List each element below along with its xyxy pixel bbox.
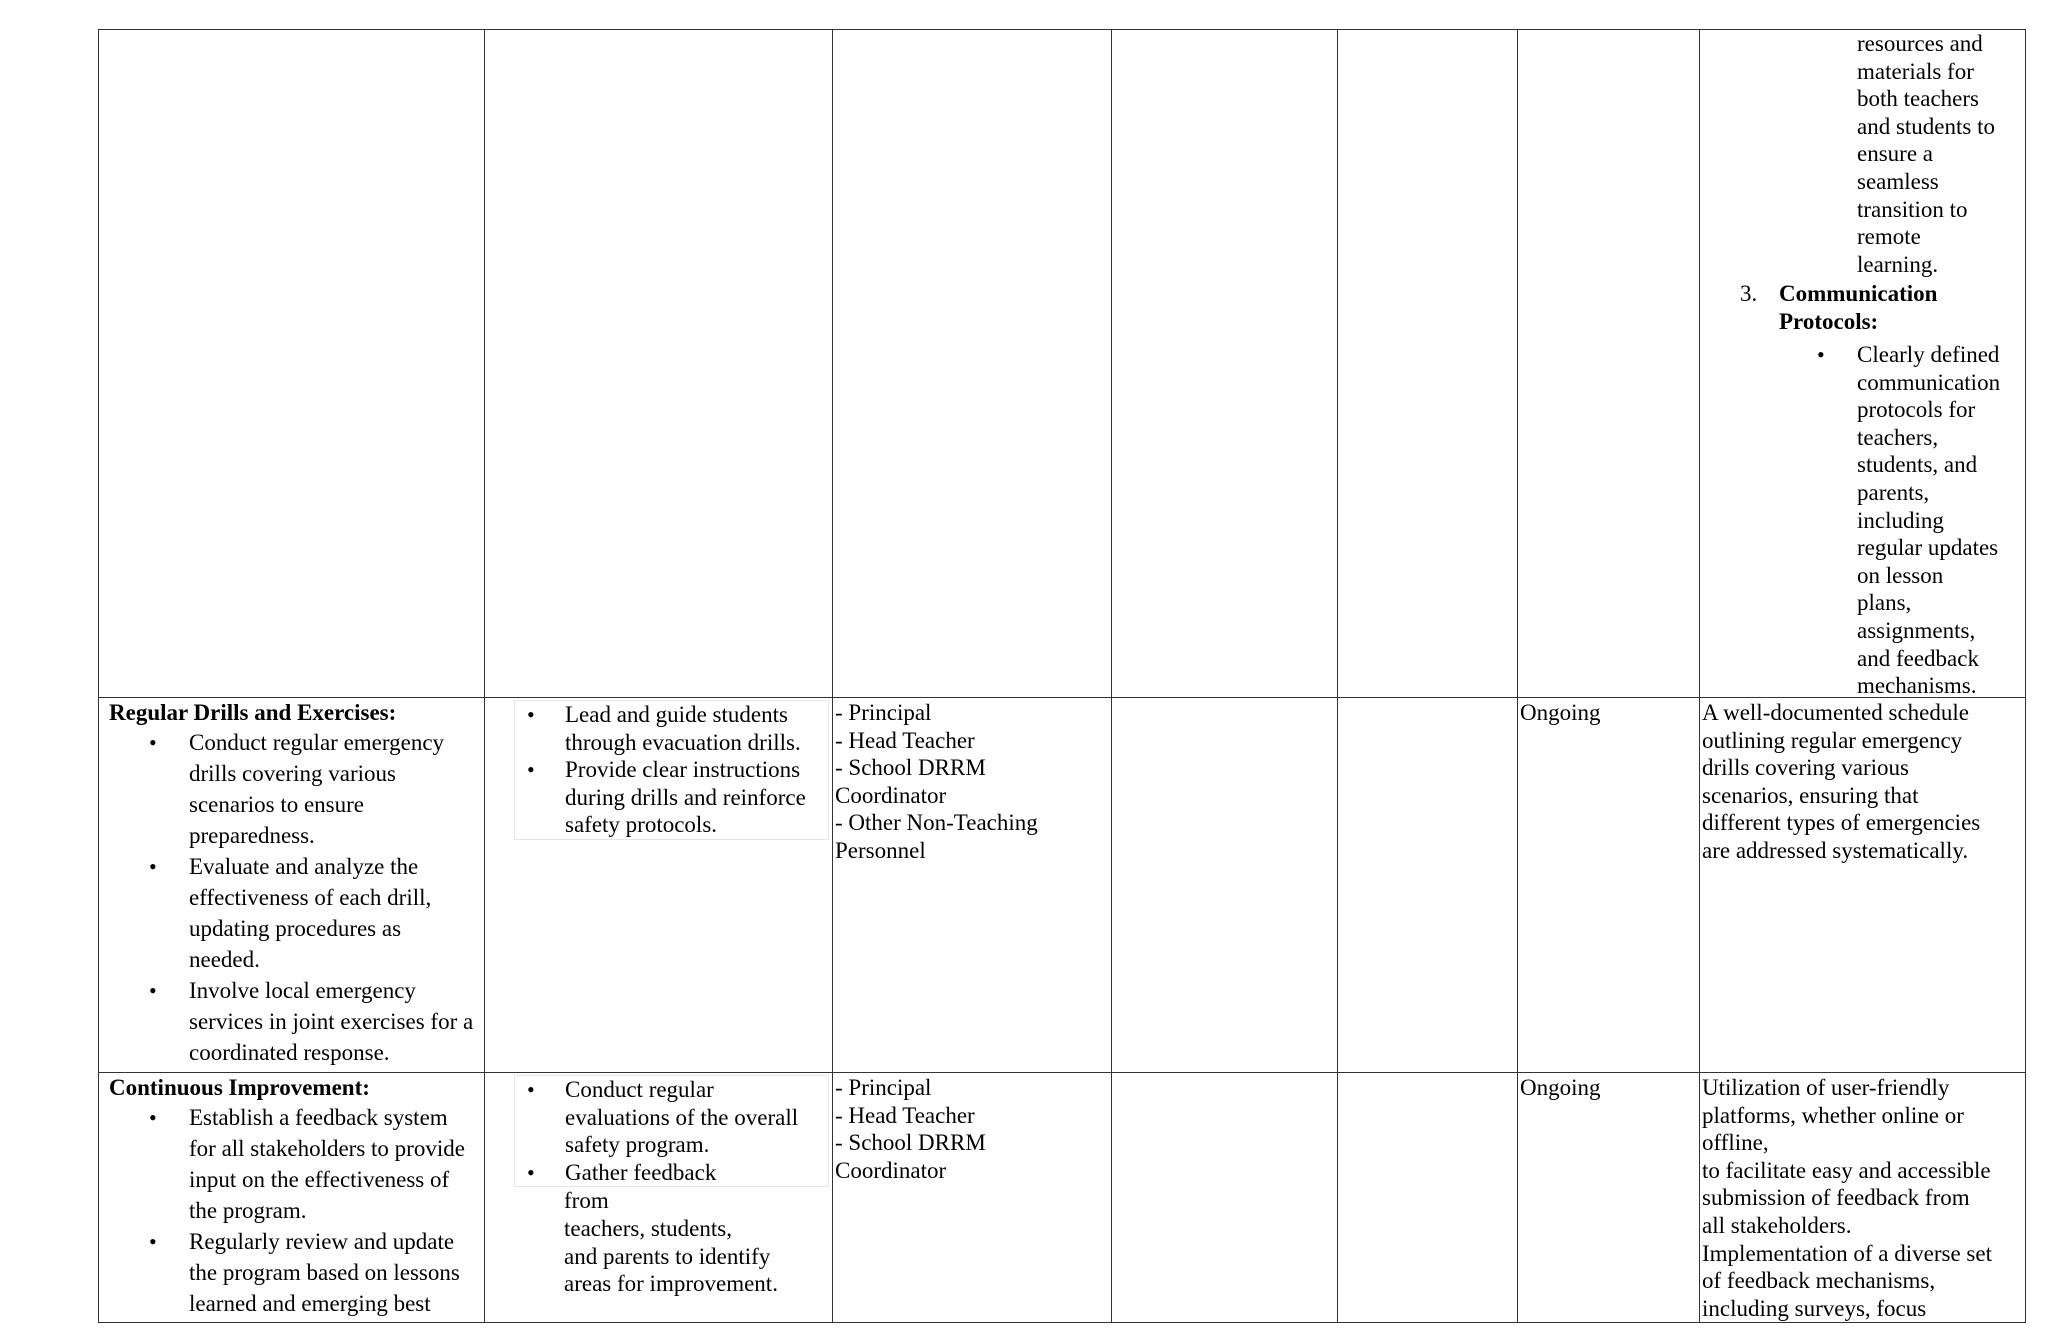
list-item: • Evaluate and analyze the effectiveness of each drill, updating procedures as needed. (189, 851, 474, 975)
table-row (99, 1073, 2026, 1323)
table-cell (1112, 698, 1338, 1073)
table-cell (1338, 30, 1518, 698)
table-cell (833, 30, 1112, 698)
persons-cell: - Principal - Head Teacher - School DRRM Coordinator - Other Non-Teaching Personnel (833, 698, 1112, 1073)
list-item: • Conduct regular emergency drills covering various scenarios to ensure preparedness. (189, 727, 474, 851)
table-cell (1112, 1073, 1338, 1323)
table-cell (99, 30, 485, 698)
list-item: • Gather feedback (565, 1159, 824, 1187)
continued-text: resources and materials for both teachers and students to ensure a seamless transition to remote learning. (1857, 31, 1995, 277)
activities-box (514, 700, 829, 840)
outcome-cell: resources and materials for both teachers and students to ensure a seamless transition to remote learning. 3. Communication Protocols: • Clearly defined communication protocols for teachers, students, and parents, including regular updates on lesson plans, assignments, and feedback mechanisms. (1700, 30, 2026, 698)
strategy-title: Regular Drills and Exercises: (109, 700, 397, 725)
table-cell (1338, 1073, 1518, 1323)
action-plan-table (98, 29, 2026, 1323)
strategy-cell (99, 1073, 485, 1323)
list-item: • Lead and guide students through evacuation drills. (565, 701, 824, 756)
table-cell (1112, 30, 1338, 698)
list-item: • Establish a feedback system for all stakeholders to provide input on the effectiveness of the program. (189, 1102, 474, 1226)
table-cell (485, 30, 833, 698)
outcome-cell: A well-documented schedule outlining regular emergency drills covering various scenarios, ensuring that different types of emergencies are addressed systematically. (1700, 698, 2026, 1073)
strategy-cell (99, 698, 485, 1073)
bullet-icon: • (1817, 342, 1825, 367)
activities-cell (485, 1073, 833, 1323)
table-row (99, 30, 2026, 698)
outcome-cell: Utilization of user-friendly platforms, whether online or offline, to facilitate easy and accessible submission of feedback from all stakeholders. Implementation of a diverse set of feedback mechanisms, including surveys, focus (1700, 1073, 2026, 1323)
table-row (99, 698, 2026, 1073)
persons-cell: - Principal - Head Teacher - School DRRM Coordinator (833, 1073, 1112, 1323)
timeframe-cell: Ongoing (1518, 1073, 1700, 1323)
table-cell (1338, 698, 1518, 1073)
timeframe-cell: Ongoing (1518, 698, 1700, 1073)
strategy-list (109, 1102, 474, 1319)
strategy-title: Continuous Improvement: (109, 1075, 370, 1100)
bullet-item: • Clearly defined communication protocols for teachers, students, and parents, including regular updates on lesson plans, assignments, and feedback mechanisms. (1817, 342, 2001, 698)
list-item: • Regularly review and update the program based on lessons learned and emerging best (189, 1226, 474, 1319)
activities-box (514, 1075, 829, 1187)
activities-list (515, 1076, 824, 1186)
table-cell (1518, 30, 1700, 698)
activities-cell (485, 698, 833, 1073)
list-item: • Provide clear instructions during drills and reinforce safety protocols. (565, 756, 824, 839)
list-item: • Conduct regular evaluations of the overall safety program. (565, 1076, 824, 1159)
activities-continued: from teachers, students, and parents to identify areas for improvement. (564, 1188, 778, 1297)
strategy-list (109, 727, 474, 1068)
numbered-item-title: Communication Protocols: (1779, 281, 1938, 334)
list-item: • Involve local emergency services in joint exercises for a coordinated response. (189, 975, 474, 1068)
activities-list (515, 701, 824, 839)
